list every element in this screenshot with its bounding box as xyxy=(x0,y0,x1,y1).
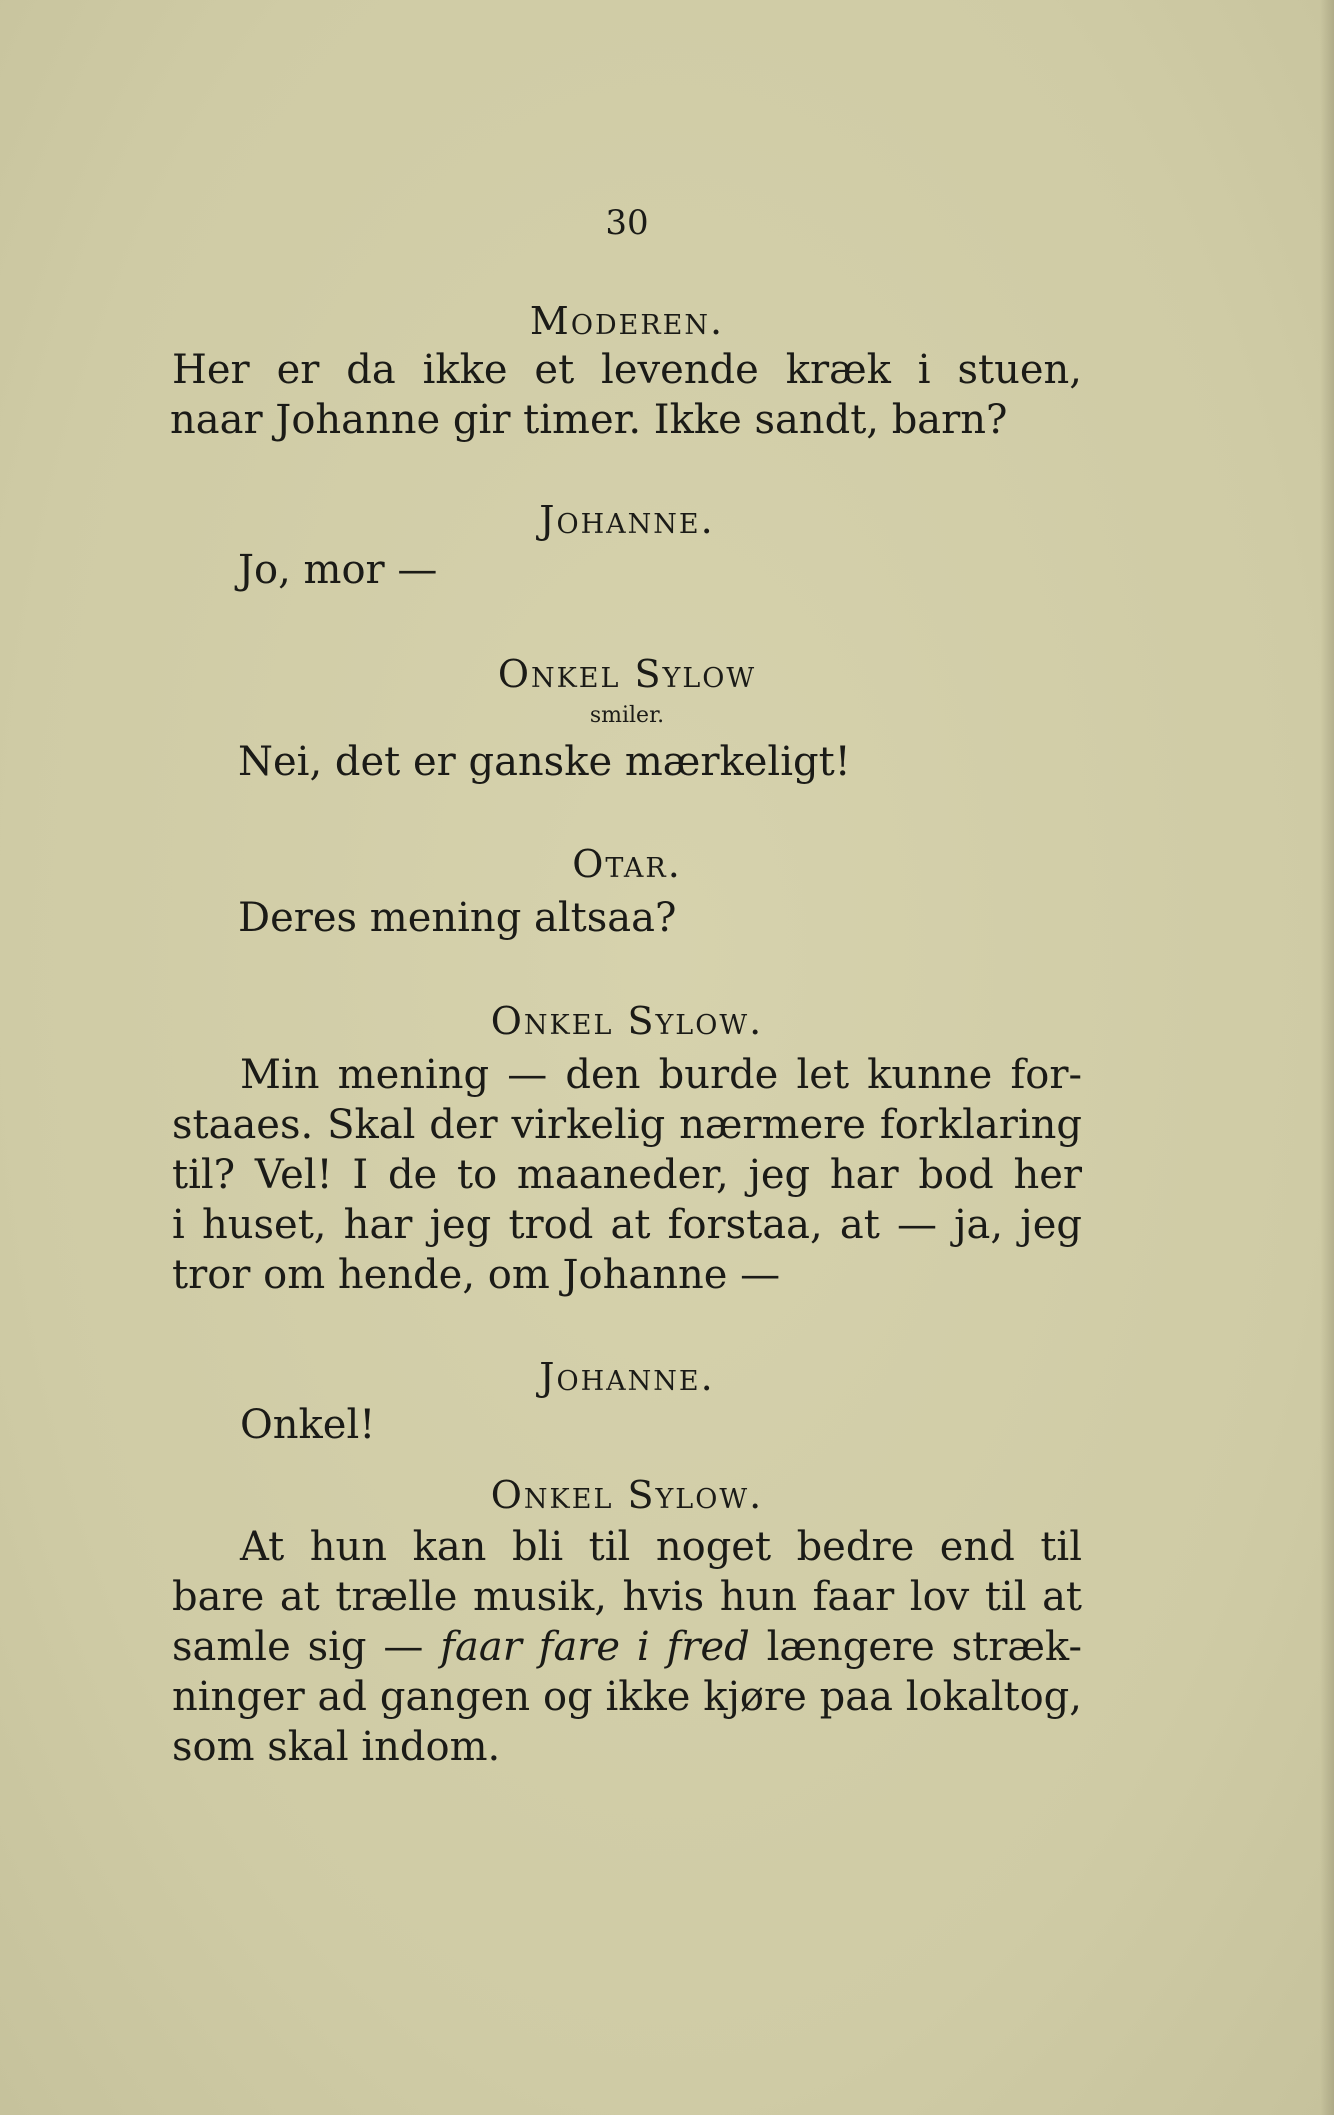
speaker-name: Onkel Sylow xyxy=(497,652,757,696)
dialogue-line: Jo, mor — xyxy=(238,547,438,593)
page-edge-shadow xyxy=(1320,0,1334,2115)
dialogue-line: At hun kan bli til noget bedre end til xyxy=(240,1524,1082,1570)
text-before-italic: samle sig — xyxy=(172,1624,441,1670)
dialogue-line: tror om hende, om Johanne — xyxy=(172,1252,781,1298)
dialogue-line: i huset, har jeg trod at forstaa, at — ja, jeg xyxy=(172,1202,1082,1248)
dialogue-line: Deres mening altsaa? xyxy=(238,895,677,941)
dialogue-line: som skal indom. xyxy=(172,1724,501,1770)
stage-direction: smiler. xyxy=(589,703,665,728)
dialogue-line: Nei, det er ganske mærkeligt! xyxy=(238,739,851,785)
dialogue-line: til? Vel! I de to maaneder, jeg har bod her xyxy=(172,1152,1082,1198)
dialogue-line: Onkel! xyxy=(240,1402,376,1448)
speaker-name: Johanne. xyxy=(539,498,715,542)
page-number: 30 xyxy=(605,203,649,243)
speaker-name: Otar. xyxy=(572,842,682,886)
text-after-italic: længere stræk- xyxy=(749,1624,1082,1670)
speaker-name: Moderen. xyxy=(529,299,725,343)
speaker-name: Onkel Sylow. xyxy=(490,999,764,1043)
speaker-name: Onkel Sylow. xyxy=(490,1473,764,1517)
italic-phrase: faar fare i fred xyxy=(440,1624,750,1670)
dialogue-line: staaes. Skal der virkelig nærmere forklaring xyxy=(172,1102,1082,1148)
dialogue-line: bare at trælle musik, hvis hun faar lov til at xyxy=(172,1574,1082,1620)
dialogue-line: ninger ad gangen og ikke kjøre paa lokaltog, xyxy=(172,1674,1082,1720)
dialogue-line-with-italic xyxy=(172,1622,1082,1672)
dialogue-line: naar Johanne gir timer. Ikke sandt, barn? xyxy=(170,397,1008,443)
speaker-name: Johanne. xyxy=(539,1355,715,1399)
dialogue-line: Her er da ikke et levende kræk i stuen, xyxy=(172,347,1082,393)
dialogue-line: Min mening — den burde let kunne for- xyxy=(240,1052,1082,1098)
